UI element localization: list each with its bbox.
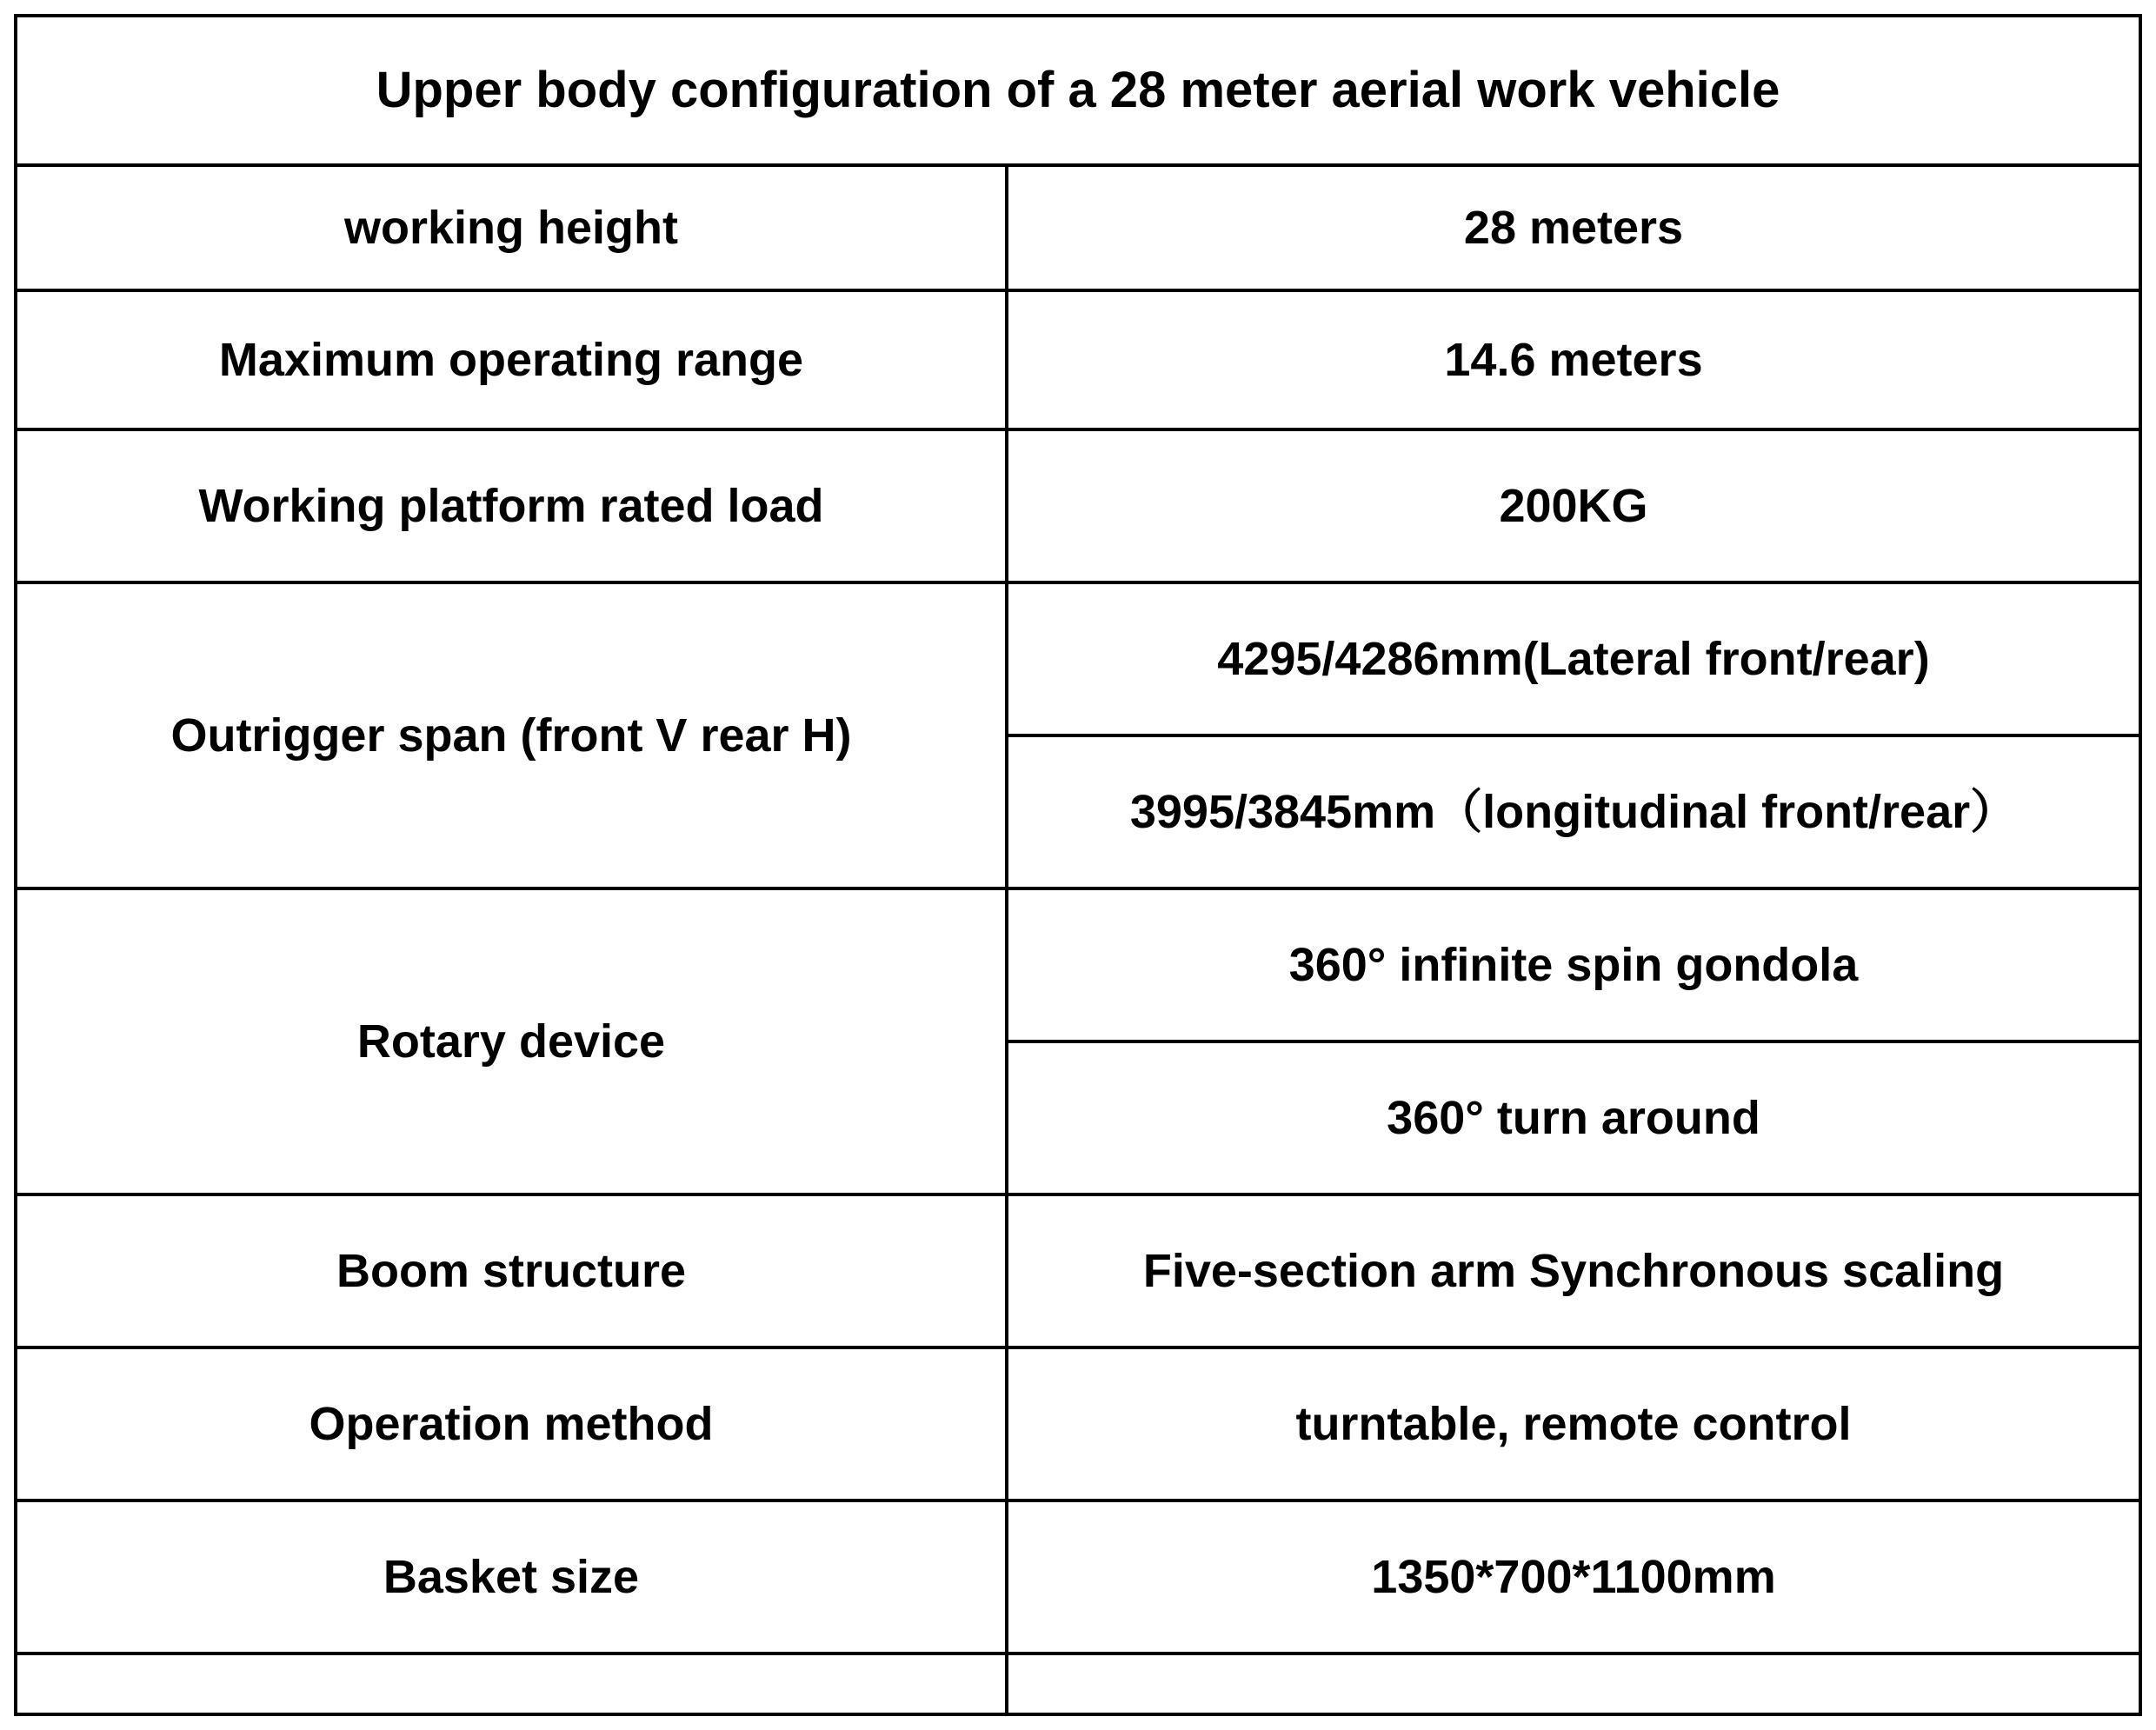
- row-label: Outrigger span (front V rear H): [170, 709, 852, 762]
- spec-table: [14, 14, 2142, 1716]
- row-label: working height: [344, 202, 678, 254]
- row-label: Basket size: [383, 1551, 640, 1603]
- table-title: Upper body configuration of a 28 meter aerial work vehicle: [376, 62, 1780, 118]
- row-label: Operation method: [309, 1398, 714, 1450]
- row-value: 200KG: [1499, 480, 1648, 532]
- row-value: [1008, 1655, 2139, 1713]
- row-value: 4295/4286mm(Lateral front/rear): [1217, 633, 1930, 685]
- row-value: Five-section arm Synchronous scaling: [1142, 1245, 2005, 1297]
- row-label: Rotary device: [356, 1015, 666, 1068]
- row-value: 3995/3845mm（longitudinal front/rear）: [1129, 786, 2018, 838]
- row-value: 1350*700*1100mm: [1371, 1551, 1776, 1603]
- row-value: 28 meters: [1463, 202, 1684, 254]
- row-value: 360° turn around: [1387, 1092, 1760, 1144]
- row-value: 14.6 meters: [1444, 334, 1703, 386]
- row-label: Boom structure: [336, 1245, 687, 1297]
- row-label: [17, 1655, 1005, 1713]
- row-value: 360° infinite spin gondola: [1288, 939, 1859, 991]
- row-label: Maximum operating range: [218, 334, 804, 386]
- row-label: Working platform rated load: [198, 480, 824, 532]
- row-value: turntable, remote control: [1295, 1398, 1852, 1450]
